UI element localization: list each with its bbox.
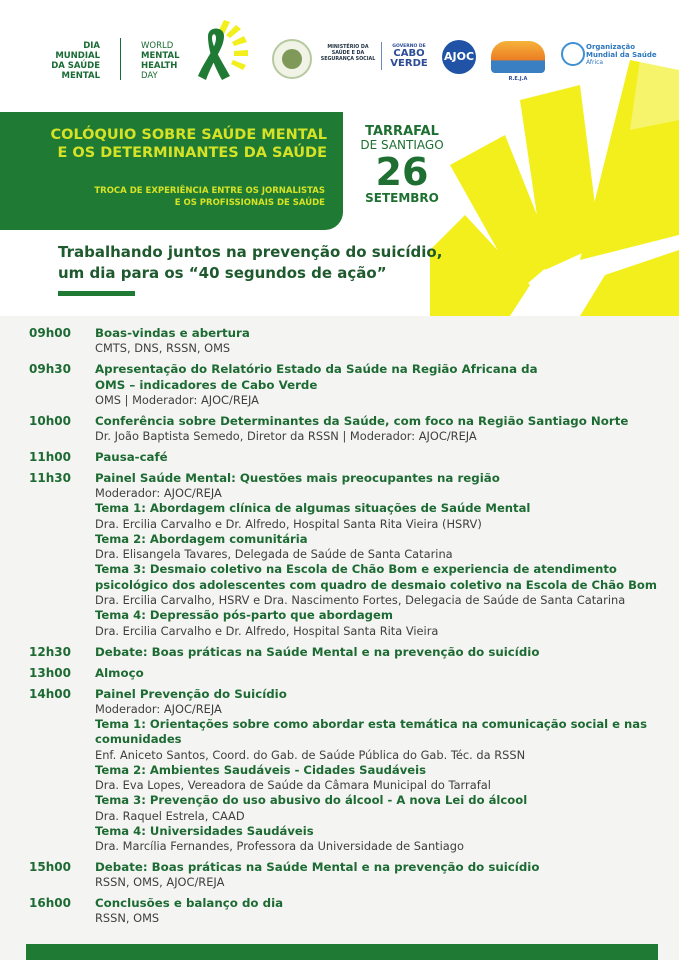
agenda-item: [0, 470, 679, 639]
logo-divider: [381, 42, 382, 70]
logo-line: DAY: [141, 71, 158, 81]
agenda-item: [0, 859, 679, 890]
logo-line: MENTAL: [141, 51, 180, 61]
tema-label: Tema 3:: [95, 793, 146, 807]
region: DE SANTIAGO: [360, 138, 444, 152]
agenda-time: 14h00: [29, 686, 71, 701]
tema-text: Desmaio coletivo na Escola de Chão Bom e experiencia de atendimento: [149, 562, 617, 576]
agenda-list: [0, 325, 679, 931]
tema-text: Abordagem clínica de algumas situações de Saúde Mental: [149, 501, 531, 515]
tema-title: [95, 608, 679, 624]
tema-label: Tema 4:: [95, 608, 146, 622]
logo-line: DA SAÚDE: [51, 61, 100, 71]
sao-miguel-seal-logo: [272, 39, 312, 79]
agenda-title: Apresentação do Relatório Estado da Saúde na Região Africana da: [95, 362, 538, 376]
oms-globe-icon: [561, 42, 585, 66]
agenda-item: [0, 449, 679, 465]
agenda-speakers: Dr. João Baptista Semedo, Diretor da RSSN | Moderador: AJOC/REJA: [95, 429, 477, 443]
event-place-date: [356, 125, 448, 205]
tema-text: Prevenção do uso abusivo do álcool - A nova Lei do álcool: [149, 793, 528, 807]
header-area: [0, 0, 679, 316]
tema-label: Tema 1:: [95, 716, 146, 731]
dia-mundial-logo-text: [26, 41, 100, 81]
agenda-title: Painel Prevenção do Suicídio: [95, 686, 287, 701]
tema-title: [95, 824, 679, 840]
tema-label: Tema 2:: [95, 762, 146, 777]
tema-speakers: Dra. Ercilia Carvalho, HSRV e Dra. Nascimento Fortes, Delegacia de Saúde de Santa Catarina: [95, 593, 626, 607]
agenda-item: [0, 644, 679, 660]
tema-speakers: Dra. Ercilia Carvalho e Dr. Alfredo, Hospital Santa Rita Vieira (HSRV): [95, 516, 482, 531]
agenda-speakers: Moderador: AJOC/REJA: [95, 701, 222, 716]
day: 26: [375, 150, 429, 194]
agenda-item: [0, 686, 679, 855]
logo-line: CABO: [393, 48, 425, 59]
agenda-title: Painel Saúde Mental: Questões mais preocupantes na região: [95, 471, 500, 485]
agenda-speakers: RSSN, OMS: [95, 911, 160, 925]
agenda-speakers: RSSN, OMS, AJOC/REJA: [95, 875, 225, 889]
tema-text: Orientações sobre como abordar esta temática na comunicação social e nas: [149, 716, 648, 731]
logo-line: VERDE: [390, 58, 428, 69]
tema-title: [95, 501, 679, 517]
governo-cabo-verde-logo: [386, 44, 432, 69]
agenda-title: Conferência sobre Determinantes da Saúde, com foco na Região Santiago Norte: [95, 414, 629, 428]
theme-underline: [58, 291, 135, 296]
tema-speakers: Dra. Ercilia Carvalho e Dr. Alfredo, Hospital Santa Rita Vieira: [95, 623, 439, 638]
event-subtitle: [22, 185, 325, 209]
tema-label: Tema 4:: [95, 823, 146, 838]
tema-text: psicológico dos adolescentes com quadro de desmaio coletivo na Escola de Chão Bom: [95, 577, 657, 592]
title-line: E OS DETERMINANTES DA SAÚDE: [57, 145, 327, 161]
tema-title: [95, 793, 679, 809]
month: SETEMBRO: [365, 191, 439, 205]
title-line: COLÓQUIO SOBRE SAÚDE MENTAL: [50, 127, 327, 143]
agenda-item: [0, 665, 679, 681]
green-ribbon-icon: [186, 18, 256, 88]
agenda-spacer: [0, 926, 679, 931]
tema-text: Ambientes Saudáveis - Cidades Saudáveis: [149, 762, 426, 777]
agenda-time: 11h00: [29, 450, 71, 464]
agenda-time: 15h00: [29, 860, 71, 874]
logo-line: África: [586, 59, 604, 66]
logo-line: MINISTÉRIO DA: [327, 45, 369, 50]
tema-text: Universidades Saudáveis: [149, 823, 314, 838]
agenda-item: [0, 413, 679, 444]
tema-title: [95, 532, 679, 548]
agenda-item: [0, 361, 679, 408]
tema-title: [95, 717, 679, 733]
tema-speakers: Enf. Aniceto Santos, Coord. do Gab. de Saúde Pública do Gab. Téc. da RSSN: [95, 747, 526, 762]
tema-text: comunidades: [95, 732, 182, 746]
tema-speakers: Dra. Marcília Fernandes, Professora da Universidade de Santiago: [95, 839, 464, 853]
ministerio-saude-logo: [320, 45, 376, 63]
agenda-speakers: CMTS, DNS, RSSN, OMS: [95, 341, 231, 355]
logo-line: SAÚDE E DA: [331, 51, 365, 56]
agenda-title: OMS – indicadores de Cabo Verde: [95, 378, 318, 392]
event-theme: [58, 242, 478, 284]
subtitle-line: TROCA DE EXPERIÊNCIA ENTRE OS JORNALISTAS: [94, 186, 325, 196]
oms-logo-text: [586, 43, 657, 67]
agenda-time: 09h00: [29, 326, 71, 340]
world-mental-health-day-text: [141, 41, 180, 81]
event-title: [22, 126, 327, 162]
agenda-title: Conclusões e balanço do dia: [95, 896, 284, 910]
logo-line: HEALTH: [141, 61, 178, 71]
agenda-time: 10h00: [29, 414, 71, 428]
agenda-item: [0, 895, 679, 926]
agenda-time: 16h00: [29, 896, 71, 910]
agenda-time: 12h30: [29, 644, 71, 659]
agenda-time: 09h30: [29, 362, 71, 376]
logo-line: R.E.J.A: [508, 76, 528, 82]
logo-line: Mundial da Saúde: [586, 51, 657, 59]
ajoc-logo: AJOC: [442, 40, 476, 74]
tema-speakers: Dra. Eva Lopes, Vereadora de Saúde da Câmara Municipal do Tarrafal: [95, 778, 491, 792]
agenda-title: Debate: Boas práticas na Saúde Mental e na prevenção do suicídio: [95, 644, 540, 659]
logo-line: SEGURANÇA SOCIAL: [320, 57, 376, 62]
theme-line: Trabalhando juntos na prevenção do suicídio,: [58, 243, 443, 261]
tema-text: Depressão pós-parto que abordagem: [149, 608, 393, 622]
logo-line: Organização: [586, 43, 635, 51]
tema-title: [95, 578, 679, 594]
agenda-time: 11h30: [29, 471, 71, 485]
tema-label: Tema 2:: [95, 531, 146, 546]
agenda-title: Almoço: [95, 665, 144, 680]
tema-title: [95, 763, 679, 779]
logo-divider: [120, 38, 121, 80]
agenda-title: Boas-vindas e abertura: [95, 326, 250, 340]
agenda-speakers: OMS | Moderador: AJOC/REJA: [95, 393, 259, 407]
agenda-speakers: Moderador: AJOC/REJA: [95, 486, 222, 500]
theme-line: um dia para os “40 segundos de ação”: [58, 264, 387, 282]
subtitle-line: E OS PROFISSIONAIS DE SAÚDE: [174, 198, 325, 208]
logo-line: GOVERNO DE: [392, 44, 426, 49]
tema-text: Abordagem comunitária: [149, 531, 308, 546]
logo-line: MUNDIAL: [55, 51, 100, 61]
logo-line: WORLD: [141, 41, 174, 51]
agenda-time: 13h00: [29, 665, 71, 680]
agenda-item: [0, 325, 679, 356]
tema-speakers: Dra. Raquel Estrela, CAAD: [95, 808, 245, 823]
city: TARRAFAL: [365, 124, 439, 139]
agenda-title: Pausa-café: [95, 450, 168, 464]
footer-bar: [26, 944, 658, 960]
tema-label: Tema 3:: [95, 562, 146, 576]
logo-line: DIA: [83, 41, 100, 51]
reja-logo: [491, 41, 545, 82]
tema-title: [95, 562, 679, 578]
tema-title: [95, 732, 679, 748]
logo-line: MENTAL: [61, 71, 100, 81]
tema-label: Tema 1:: [95, 501, 146, 515]
agenda-title: Debate: Boas práticas na Saúde Mental e na prevenção do suicídio: [95, 860, 540, 874]
tema-speakers: Dra. Elisangela Tavares, Delegada de Saúde de Santa Catarina: [95, 547, 453, 561]
